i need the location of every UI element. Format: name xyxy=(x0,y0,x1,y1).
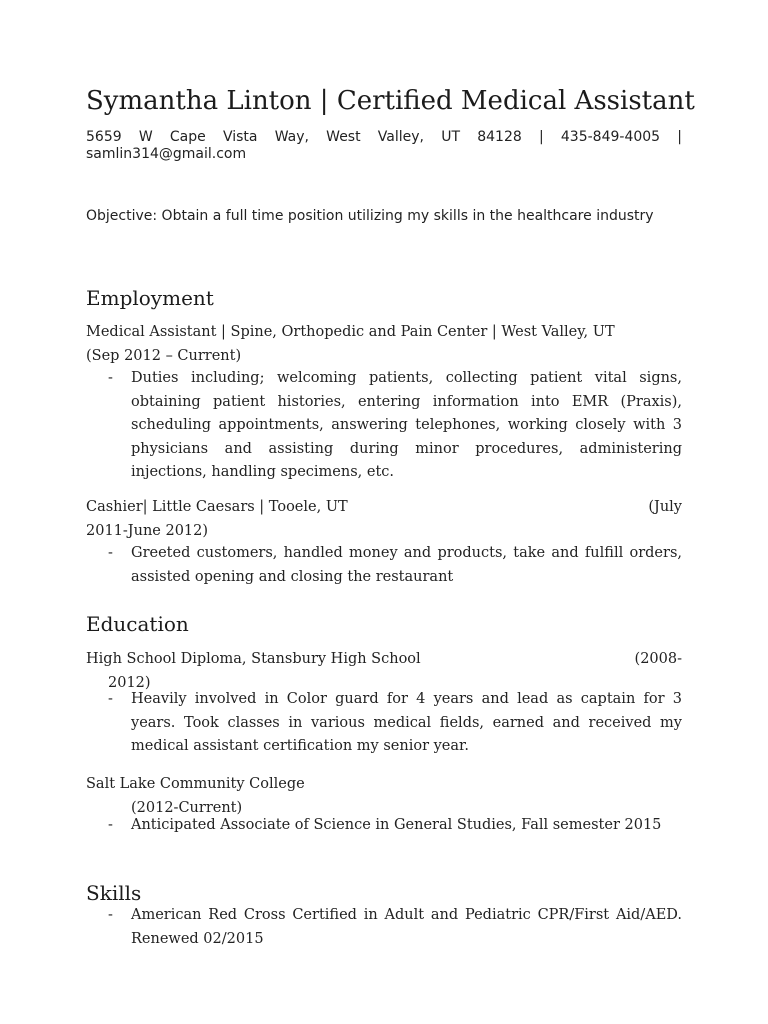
skills-heading: Skills xyxy=(86,881,142,905)
school1-title: High School Diploma, Stansbury High School xyxy=(86,651,421,667)
job1-duties: Duties including; welcoming patients, collecting patient vital signs, obtaining patient histories, entering information into EMR (Praxis), scheduling appointments, answering telephones, working closely with 3 physicians and assisting during minor procedures, administering injections, handling specimens, etc. xyxy=(131,370,682,480)
job2-title: Cashier| Little Caesars | Tooele, UT xyxy=(86,499,348,515)
school2-title: Salt Lake Community College xyxy=(86,776,305,792)
school1-dates-start: (2008- xyxy=(634,651,682,667)
school1-details: Heavily involved in Color guard for 4 years and lead as captain for 3 years. Took classes in various medical fields, earned and received my medical assistant certification my senior year. xyxy=(131,691,682,754)
job1-bullet xyxy=(108,367,682,485)
education-heading: Education xyxy=(86,612,189,636)
school2-dates: (2012-Current) xyxy=(131,800,243,816)
employment-heading: Employment xyxy=(86,286,214,310)
bullet-dash: - xyxy=(108,370,113,386)
skills-bullet xyxy=(108,904,682,951)
job1-title: Medical Assistant | Spine, Orthopedic and Pain Center | West Valley, UT xyxy=(86,324,615,340)
job1-dates: (Sep 2012 – Current) xyxy=(86,348,242,364)
contact-email: samlin314@gmail.com xyxy=(86,146,247,162)
bullet-dash: - xyxy=(108,691,113,707)
school2-details: Anticipated Associate of Science in General Studies, Fall semester 2015 xyxy=(131,817,662,833)
objective-text: Objective: Obtain a full time position utilizing my skills in the healthcare industry xyxy=(86,208,654,224)
contact-line: 5659 W Cape Vista Way, West Valley, UT 84128 | 435-849-4005 | xyxy=(86,129,682,145)
bullet-dash: - xyxy=(108,907,113,923)
job2-bullet xyxy=(108,542,682,589)
skills-details: American Red Cross Certified in Adult and Pediatric CPR/First Aid/AED. Renewed 02/2015 xyxy=(131,907,682,947)
job2-dates-start: (July xyxy=(648,499,682,515)
job2-dates-end: 2011-June 2012) xyxy=(86,523,209,539)
school1-bullet xyxy=(108,688,682,759)
school1-dates-end: 2012) xyxy=(108,675,151,691)
bullet-dash: - xyxy=(108,817,113,833)
resume-name-title: Symantha Linton | Certified Medical Assistant xyxy=(86,86,695,116)
job2-duties: Greeted customers, handled money and products, take and fulfill orders, assisted opening and closing the restaurant xyxy=(131,545,682,585)
bullet-dash: - xyxy=(108,545,113,561)
school2-bullet xyxy=(108,814,682,838)
